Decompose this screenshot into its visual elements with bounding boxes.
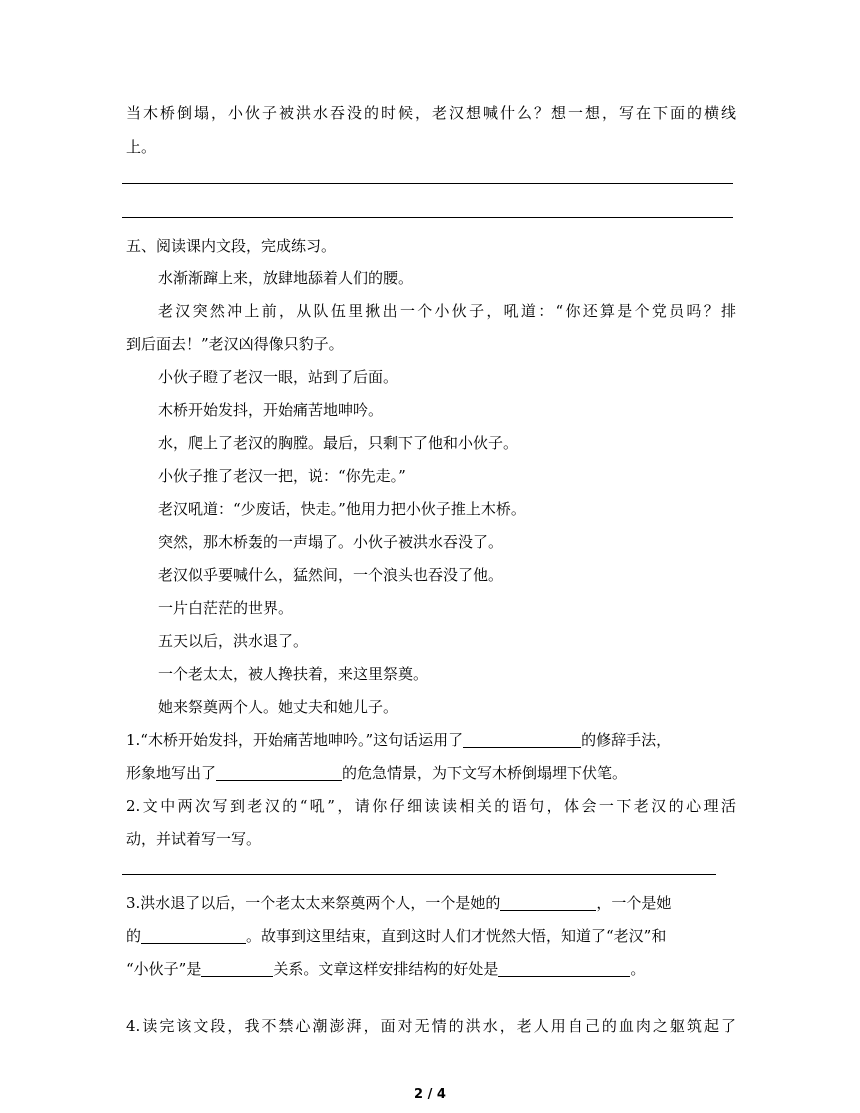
fill-blank[interactable] <box>498 960 630 977</box>
passage-line: 一片白茫茫的世界。 <box>158 599 294 617</box>
fill-blank[interactable] <box>141 927 246 944</box>
question-text: “小伙子”是 <box>126 960 202 978</box>
question-text: 。故事到这里结束，直到这时人们才恍然大悟，知道了“老汉”和 <box>246 927 667 945</box>
question-text: ，一个是她 <box>596 894 672 912</box>
answer-line[interactable] <box>122 217 733 218</box>
passage-line: 老汉似乎要喊什么，猛然间，一个浪头也吞没了他。 <box>158 566 504 584</box>
question-2-line-2: 动，并试着写一写。 <box>126 830 262 848</box>
fill-blank[interactable] <box>216 764 342 781</box>
question-text: 的危急情景，为下文写木桥倒塌埋下伏笔。 <box>342 764 628 782</box>
passage-line: 一个老太太，被人搀扶着，来这里祭奠。 <box>158 665 429 683</box>
passage-line: 到后面去！”老汉凶得像只豹子。 <box>126 335 344 353</box>
passage-line: 突然，那木桥轰的一声塌了。小伙子被洪水吞没了。 <box>158 533 504 551</box>
question-text: 形象地写出了 <box>126 764 217 782</box>
passage-line: 水，爬上了老汉的胸膛。最后，只剩下了他和小伙子。 <box>158 434 519 452</box>
passage-line: 她来祭奠两个人。她丈夫和她儿子。 <box>158 698 399 716</box>
question-3-line-3 <box>126 959 736 979</box>
passage-line: 五天以后，洪水退了。 <box>158 632 309 650</box>
intro-line-1: 当木桥倒塌，小伙子被洪水吞没的时候，老汉想喊什么？想一想，写在下面的横线 <box>126 104 736 122</box>
section-heading: 五、阅读课内文段，完成练习。 <box>126 237 337 255</box>
page-number: 2 / 4 <box>414 1087 446 1102</box>
question-text: 的 <box>126 927 142 945</box>
question-3-line-1 <box>126 893 736 913</box>
fill-blank[interactable] <box>201 960 273 977</box>
question-3-line-2 <box>126 926 736 946</box>
answer-line[interactable] <box>122 183 733 184</box>
question-text: 3.洪水退了以后，一个老太太来祭奠两个人，一个是她的 <box>126 894 501 912</box>
question-text: 关系。文章这样安排结构的好处是 <box>273 960 499 978</box>
question-1-line-2 <box>126 763 736 783</box>
question-text: 。 <box>630 960 646 978</box>
intro-line-2: 上。 <box>126 138 157 156</box>
answer-line[interactable] <box>122 874 716 875</box>
fill-blank[interactable] <box>463 731 581 748</box>
fill-blank[interactable] <box>500 894 596 911</box>
passage-line: 小伙子瞪了老汉一眼，站到了后面。 <box>158 368 399 386</box>
passage-line: 小伙子推了老汉一把，说：“你先走。” <box>158 467 406 485</box>
passage-line: 木桥开始发抖，开始痛苦地呻吟。 <box>158 401 384 419</box>
passage-line: 老汉突然冲上前，从队伍里揪出一个小伙子，吼道：“你还算是个党员吗？排 <box>158 302 736 320</box>
question-4-line-1: 4.读完该文段，我不禁心潮澎湃，面对无情的洪水，老人用自己的血肉之躯筑起了 <box>126 1017 736 1035</box>
question-2-line-1: 2.文中两次写到老汉的“吼”，请你仔细读读相关的语句，体会一下老汉的心理活 <box>126 797 736 815</box>
question-text: 的修辞手法， <box>581 731 672 749</box>
passage-line: 老汉吼道：“少废话，快走。”他用力把小伙子推上木桥。 <box>158 500 526 518</box>
question-1-line-1 <box>126 730 736 750</box>
passage-line: 水渐渐蹿上来，放肆地舔着人们的腰。 <box>158 269 414 287</box>
question-text: 1.“木桥开始发抖，开始痛苦地呻吟。”这句话运用了 <box>126 731 464 749</box>
